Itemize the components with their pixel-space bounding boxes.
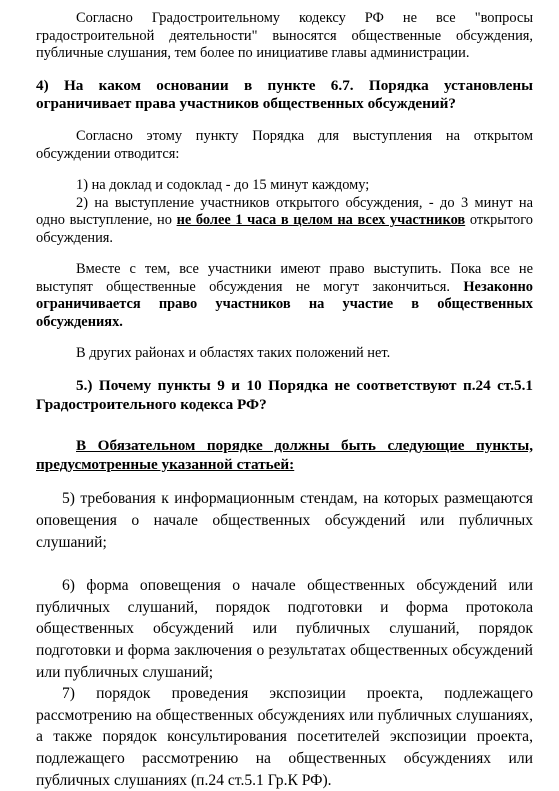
participants-text: Вместе с тем, все участники имеют право выступить. Пока все не выступят общественные обсуждения не могут закончиться.	[36, 261, 533, 295]
participants-emphasis: Незаконно ограничивается право участников на участие в общественных обсуждениях.	[36, 278, 533, 330]
question-4	[36, 77, 533, 115]
question-5-text: 5.) Почему пункты 9 и 10 Порядка не соответствуют п.24 ст.5.1 Градостроительного кодекса РФ?	[36, 376, 533, 413]
item-5: 5) требования к информационным стендам, на которых размещаются оповещения о начале общественных обсуждений или публичных слушаний;	[36, 490, 533, 551]
list-item-2-start: 2) на выступление участников открытого обсуждения, - до 3 минут на одно выступление, но	[36, 194, 533, 229]
mandatory-items-heading	[36, 437, 533, 475]
list-item-2-emphasis: не более 1 часа в целом на всех участников	[176, 212, 466, 229]
paragraph-participants	[36, 261, 533, 331]
mandatory-items-heading-text: В Обязательном порядке должны быть следующие пункты, предусмотренные указанной статьей:	[36, 436, 533, 473]
list-item-1: 1) на доклад и содоклад - до 15 минут каждому;	[76, 177, 370, 194]
paragraph-intro: Согласно Градостроительному кодексу РФ не все "вопросы градостроительной деятельности" выносятся общественные обсуждения, публичные слушания, тем более по инициативе главы администрации.	[36, 10, 533, 61]
item-6: 6) форма оповещения о начале общественных обсуждений или публичных слушаний, порядок подготовки и форма протокола общественных обсуждений или публичных слушаний, порядок подготовки и форма заключения о результатах общественных обсуждений или публичных слушаний;	[36, 577, 533, 681]
paragraph-other-regions: В других районах и областях таких положений нет.	[76, 345, 391, 362]
list-item-2	[36, 195, 533, 248]
paragraph-speaking-time: Согласно этому пункту Порядка для выступления на открытом обсуждении отводится:	[36, 128, 533, 162]
list-item-2-end: открытого обсуждения.	[36, 212, 533, 246]
item-7: 7) порядок проведения экспозиции проекта, подлежащего рассмотрению на общественных обсуждениях или публичных слушаниях, а также порядок консультирования посетителей экспозиции проекта, подлежащего рассмотрению на общественных обсуждениях или публичных слушаниях (п.24 ст.5.1 Гр.К РФ).	[36, 685, 533, 789]
question-5	[36, 377, 533, 415]
question-4-text: 4) На каком основании в пункте 6.7. Порядка установлены ограничивает права участников общественных обсуждений?	[36, 76, 533, 113]
